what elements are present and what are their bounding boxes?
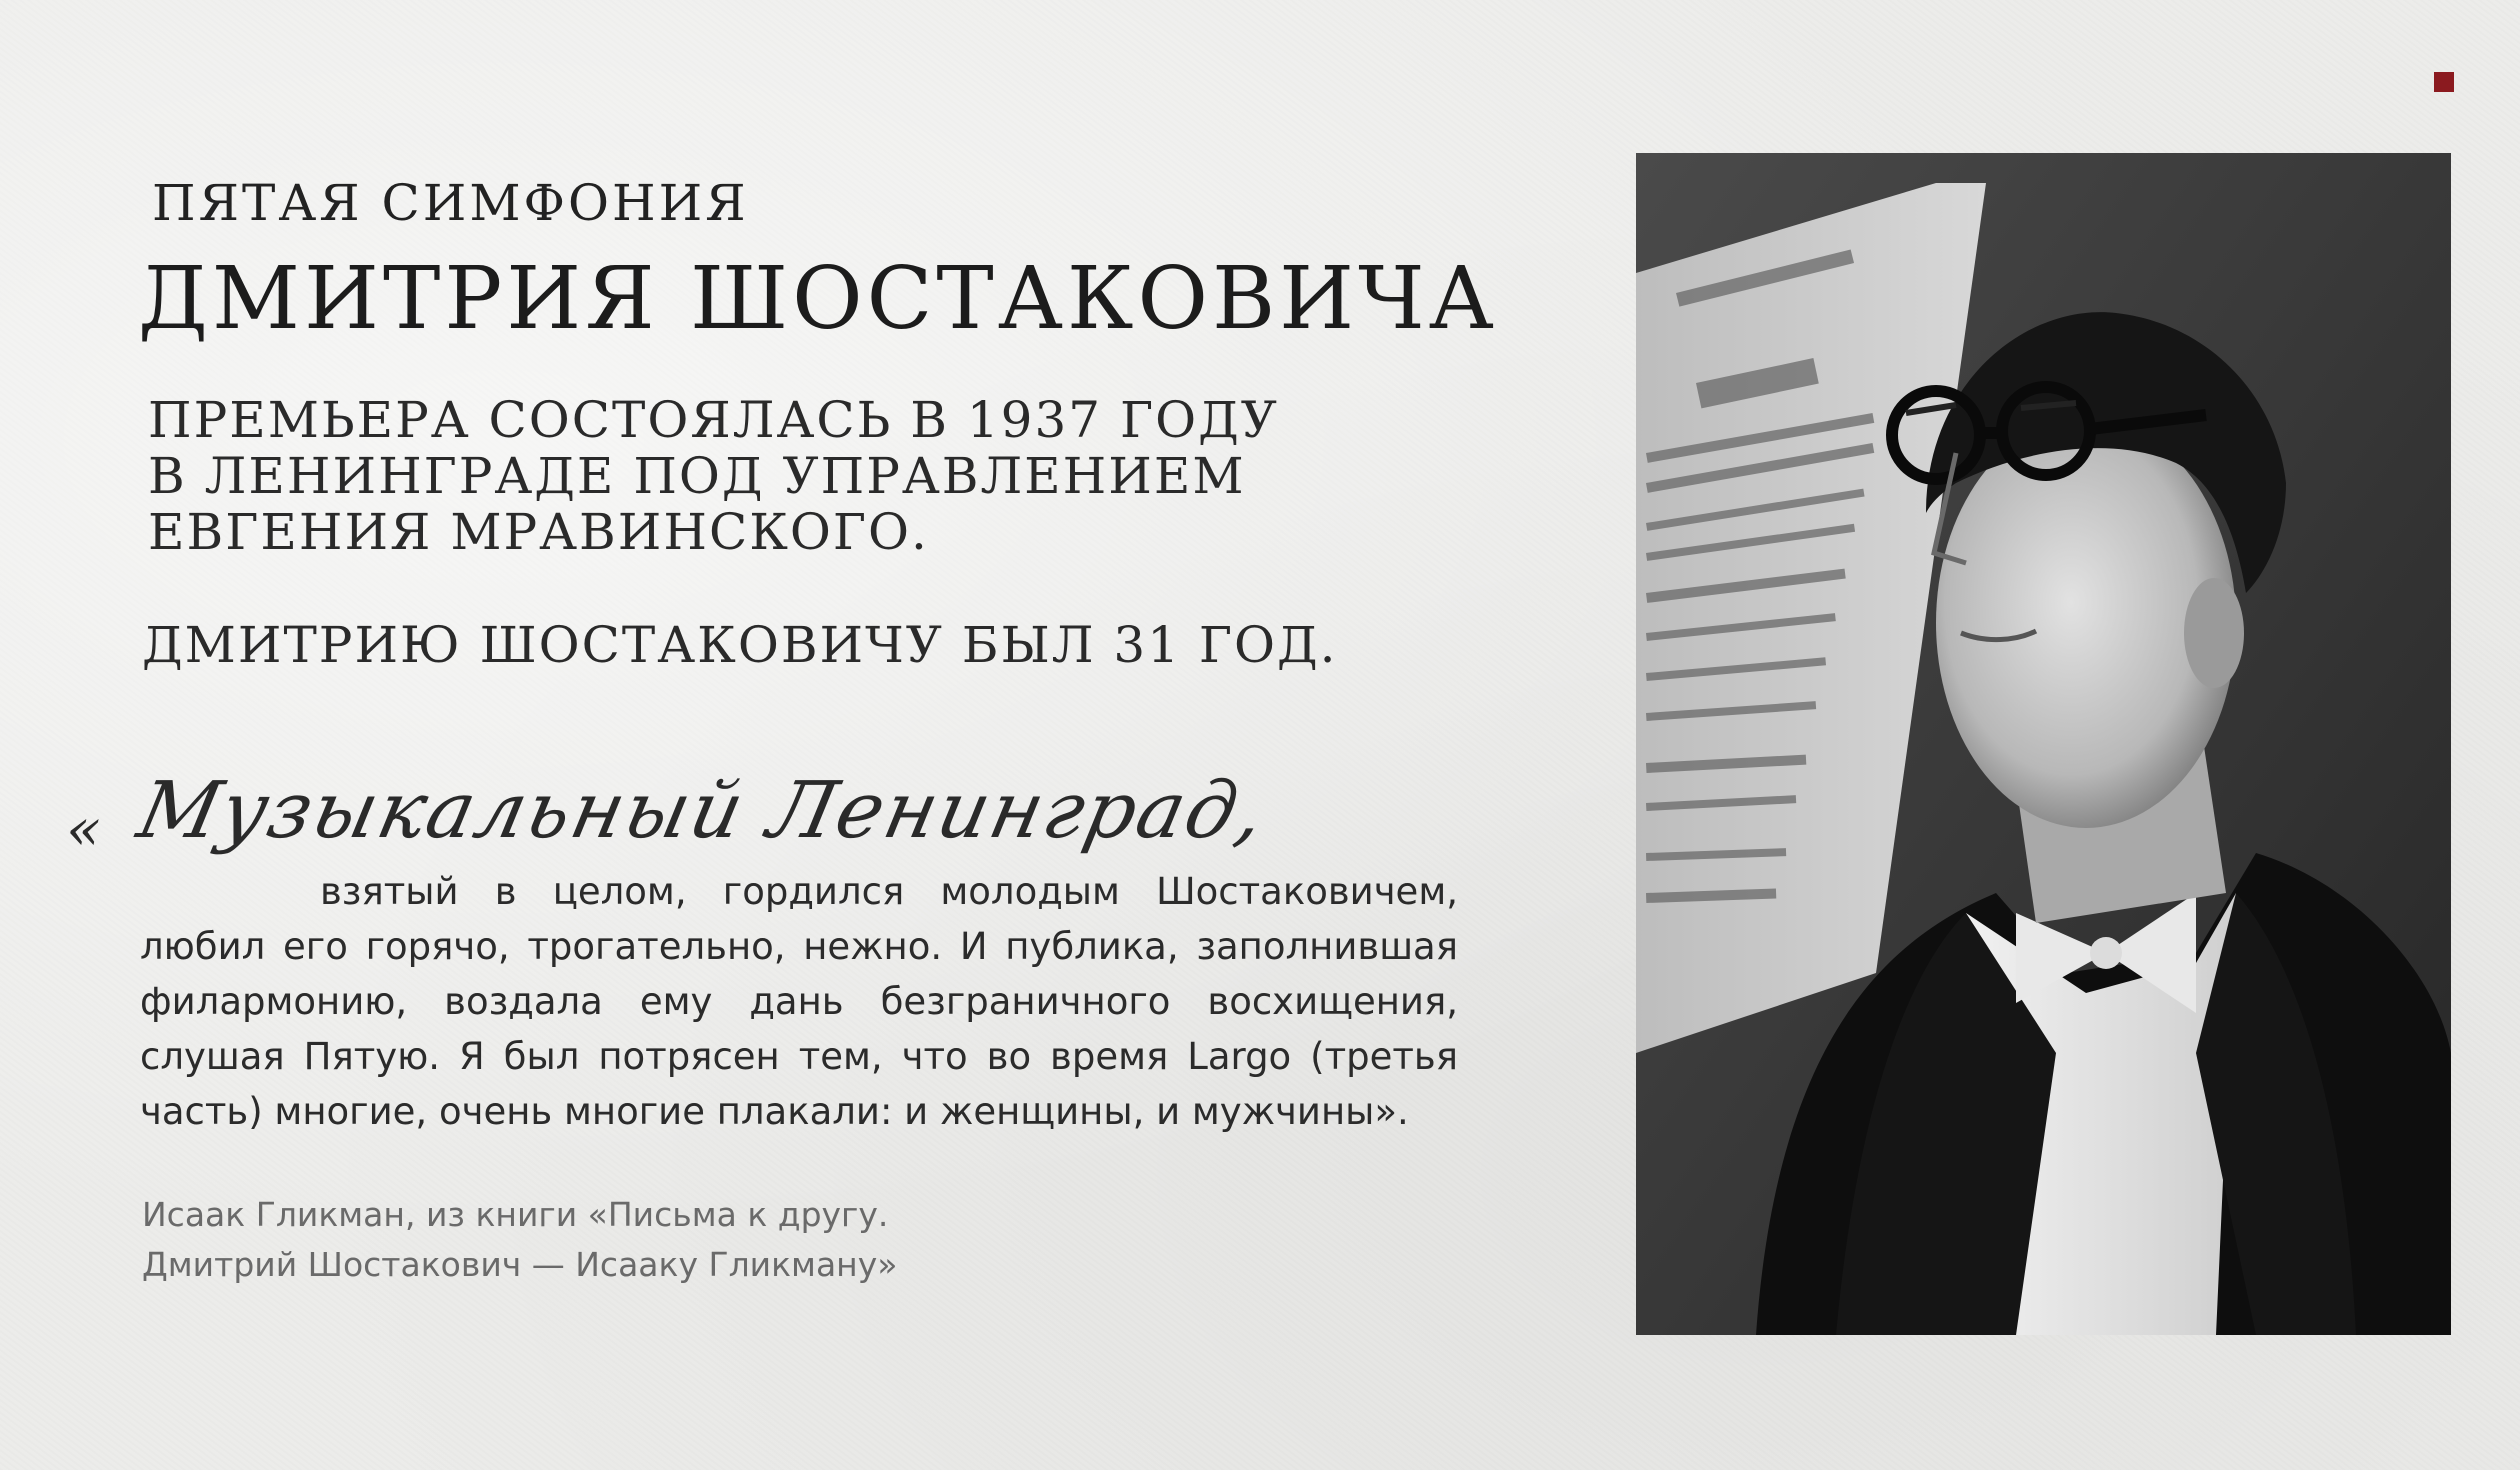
- premiere-text: [148, 392, 1408, 560]
- subtitle: ПЯТАЯ СИМФОНИЯ: [152, 174, 749, 232]
- premiere-line: ПРЕМЬЕРА СОСТОЯЛАСЬ В 1937 ГОДУ: [148, 391, 1279, 449]
- quote-line: часть) многие, очень многие плакали: и женщины, и мужчины».: [140, 1090, 1409, 1133]
- quote-source: [142, 1190, 897, 1290]
- age-statement: ДМИТРИЮ ШОСТАКОВИЧУ БЫЛ 31 ГОД.: [142, 616, 1338, 674]
- source-line: Дмитрий Шостакович — Исааку Гликману»: [142, 1245, 898, 1284]
- premiere-line: В ЛЕНИНГРАДЕ ПОД УПРАВЛЕНИЕМ: [148, 447, 1246, 505]
- handwritten-quote-start: Музыкальный Ленинград,: [130, 766, 1275, 856]
- quote-line: взятый в целом, гордился молодым Шостаковичем,: [320, 870, 1458, 913]
- corner-accent-mark: [2434, 72, 2454, 92]
- premiere-line: ЕВГЕНИЯ МРАВИНСКОГО.: [148, 503, 929, 561]
- portrait-photo: [1636, 153, 2451, 1335]
- quote-line: любил его горячо, трогательно, нежно. И публика, заполнившая: [140, 925, 1458, 968]
- quote-line: слушая Пятую. Я был потрясен тем, что во время Largo (третья: [140, 1035, 1458, 1078]
- page-title: ДМИТРИЯ ШОСТАКОВИЧА: [138, 249, 1498, 349]
- quote-line: филармонию, воздала ему дань безграничного восхищения,: [140, 980, 1458, 1023]
- quote-body: [140, 864, 1458, 1139]
- source-line: Исаак Гликман, из книги «Письма к другу.: [142, 1195, 889, 1234]
- quote-open-mark: «: [66, 795, 102, 863]
